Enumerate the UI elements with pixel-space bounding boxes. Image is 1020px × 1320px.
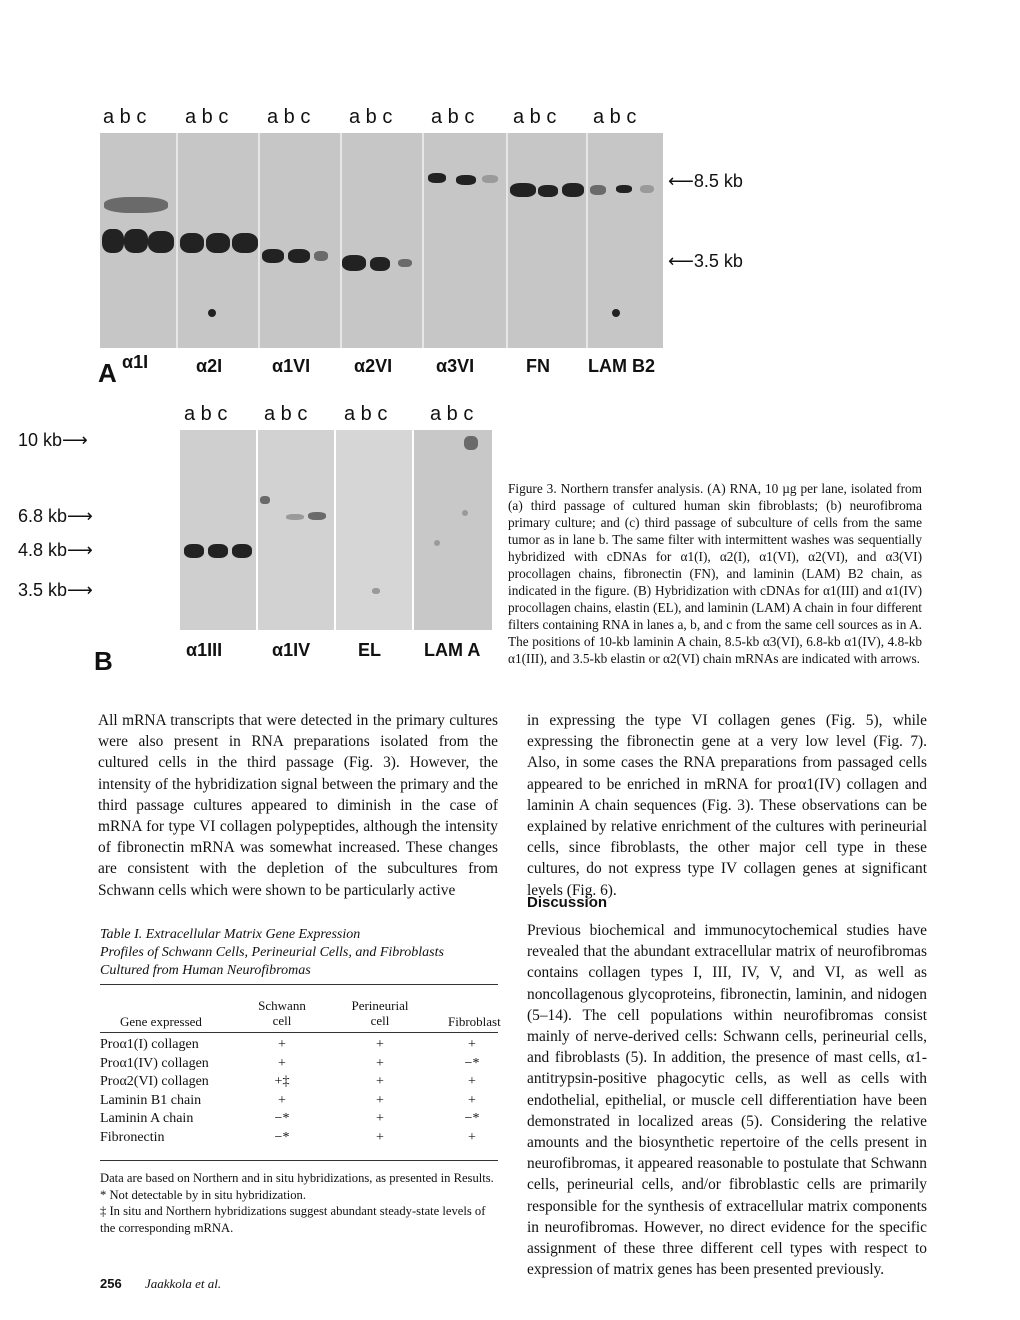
left-paragraph: All mRNA transcripts that were detected in the primary cultures were also present in RNA preparations isolated from the cultured cells in the third passage (Fig. 3). However, the intensity of the hybridization signal between the primary and the third passage cultures appeared to diminish in the case of mRNA for type VI collagen polypeptides, although the intensity of fibronectin mRNA was somewhat increased. These changes are consistent with the depletion of the subcultures from Schwann cells which were shown to be particularly active [98, 712, 498, 899]
table-body [100, 1036, 498, 1148]
marker-3-5kb: ⟵3.5 kb [668, 251, 743, 271]
table-row: Laminin A chain −* + −* [100, 1111, 480, 1127]
marker-10kb: 10 kb⟶ [18, 430, 88, 450]
marker-3-5kb-b: 3.5 kb⟶ [18, 580, 93, 600]
lane-letters: a b c [431, 106, 475, 128]
blot-b-1 [180, 430, 256, 630]
discussion-text: Previous biochemical and immunocytochemical studies have revealed that the abundant extracellular matrix of neurofibromas contains collagen types I, III, IV, V, and VI, as well as noncollagenous glycoproteins, fibronectin, laminin, and nidogen (5–14). The cell populations within neurofibromas consist mainly of nerve-derived cells: Schwann cells, perineurial cells, and fibroblasts (5). In addition, the presence of mast cells, α1-antitrypsin-positive phagocytic cells, as well as cells with endothelial, epithelial, or muscle cell differentiation have been demonstrated in localized areas (5). Considering the relative amounts and the biosynthetic repertoire of the cells present in neurofibromas, it appeared reasonable to postulate that Schwann cells, perineurial cells, and/or fibroblastic cells are primarily responsible for the synthesis of extracellular matrix components in neurofibromas. However, no direct evidence for the specific assignment of these three different cell types with respect to expression of matrix genes has been presented previously. [527, 922, 927, 1279]
gene-label: α2I [196, 356, 223, 376]
table-row: Proα1(I) collagen + + + [100, 1037, 476, 1052]
discussion-heading: Discussion [527, 894, 608, 911]
gene-label: α3VI [436, 356, 475, 376]
lane-letters: a b c [344, 403, 388, 425]
table-row: Laminin B1 chain + + + [100, 1092, 476, 1108]
table-row: Proα2(VI) collagen +‡ + + [100, 1074, 476, 1090]
header-fibroblast: Fibroblast [448, 1014, 501, 1029]
gene-label: LAM B2 [588, 356, 655, 376]
marker-8-5kb: ⟵8.5 kb [668, 171, 743, 191]
lane-letters: a b c [430, 403, 474, 425]
lane-letters: a b c [264, 403, 308, 425]
panel-label-a: A [98, 358, 117, 388]
gene-label: LAM A [424, 640, 481, 660]
marker-6-8kb: 6.8 kb⟶ [18, 506, 93, 526]
page-footer [100, 1276, 221, 1292]
blot-b-4 [414, 430, 492, 630]
running-author: Jaakkola et al. [144, 1276, 222, 1291]
table-header [100, 994, 501, 1034]
gene-label: α1IV [272, 640, 311, 660]
table-title: Table I. Extracellular Matrix Gene Expression Profiles of Schwann Cells, Perineurial Cells, and Fibroblasts Cultured from Human Neurofibromas [100, 927, 444, 978]
gene-label: EL [358, 640, 382, 660]
gene-label: α2VI [354, 356, 393, 376]
gene-label: α1III [186, 640, 223, 660]
lane-letters: a b c [184, 403, 228, 425]
northern-blot-a [100, 133, 663, 348]
header-gene: Gene expressed [120, 1014, 202, 1029]
header-schwann: Schwann cell [258, 998, 306, 1028]
figure-caption: Figure 3. Northern transfer analysis. (A) RNA, 10 µg per lane, isolated from (a) third passage of cultured human skin fibroblasts; (b) neurofibroma primary culture; and (c) third passage of subculture of cells from the same tumor as in lane b. The same filter with intermittent washes was sequentially hybridized with cDNAs for α1(I), α2(I), α1(VI), α2(VI), and α3(VI) procollagen chains, fibronectin (FN), and laminin (LAM) B2 chain, as indicated in the figure. (B) Hybridization with cDNAs for α1(III) and α1(IV) procollagen chains, elastin (EL), and laminin (LAM) A chain in four different filters containing RNA in lanes a, b, and c from the same cell sources as in A. The positions of 10-kb laminin A chain, 8.5-kb α3(VI), 6.8-kb α1(IV), 4.8-kb α1(III), and 3.5-kb elastin or α2(VI) chain mRNAs are indicated with arrows. [508, 481, 922, 666]
lane-letters: a b c [513, 106, 557, 128]
panel-label-b: B [94, 646, 113, 676]
right-paragraph: in expressing the type VI collagen genes (Fig. 5), while expressing the fibronectin gene at a very low level (Fig. 7). Also, in some cases the RNA preparations from passaged cells appeared to be enriched in mRNA for proα1(IV) collagen and laminin A chain sequences (Fig. 3). These observations can be explained by relative enrichment of the cultures with perineurial cells, since fibroblasts, the other major cell type in these cultures, do not express type IV collagen genes at significant levels (Fig. 6). [527, 712, 927, 899]
lane-letters: a b c [593, 106, 637, 128]
lane-letters: a b c [349, 106, 393, 128]
blot-b-3 [336, 430, 412, 630]
gene-label: α1VI [272, 356, 311, 376]
header-perineurial: Perineurial cell [351, 998, 409, 1028]
lane-letters: a b c [103, 106, 147, 128]
marker-4-8kb: 4.8 kb⟶ [18, 540, 93, 560]
table-row: Proα1(IV) collagen + + −* [100, 1055, 480, 1071]
lane-letters: a b c [267, 106, 311, 128]
table-notes: Data are based on Northern and in situ hybridizations, as presented in Results. * Not detectable by in situ hybridization. ‡ In situ and Northern hybridizations suggest abundant steady-state levels of the corresponding mRNA. [100, 1171, 494, 1235]
page-number: 256 [100, 1276, 122, 1291]
gene-label: α1I [122, 352, 149, 372]
table-row: Fibronectin −* + + [100, 1129, 476, 1145]
gene-label: FN [526, 356, 550, 376]
lane-letters: a b c [185, 106, 229, 128]
blot-b-2 [258, 430, 334, 630]
